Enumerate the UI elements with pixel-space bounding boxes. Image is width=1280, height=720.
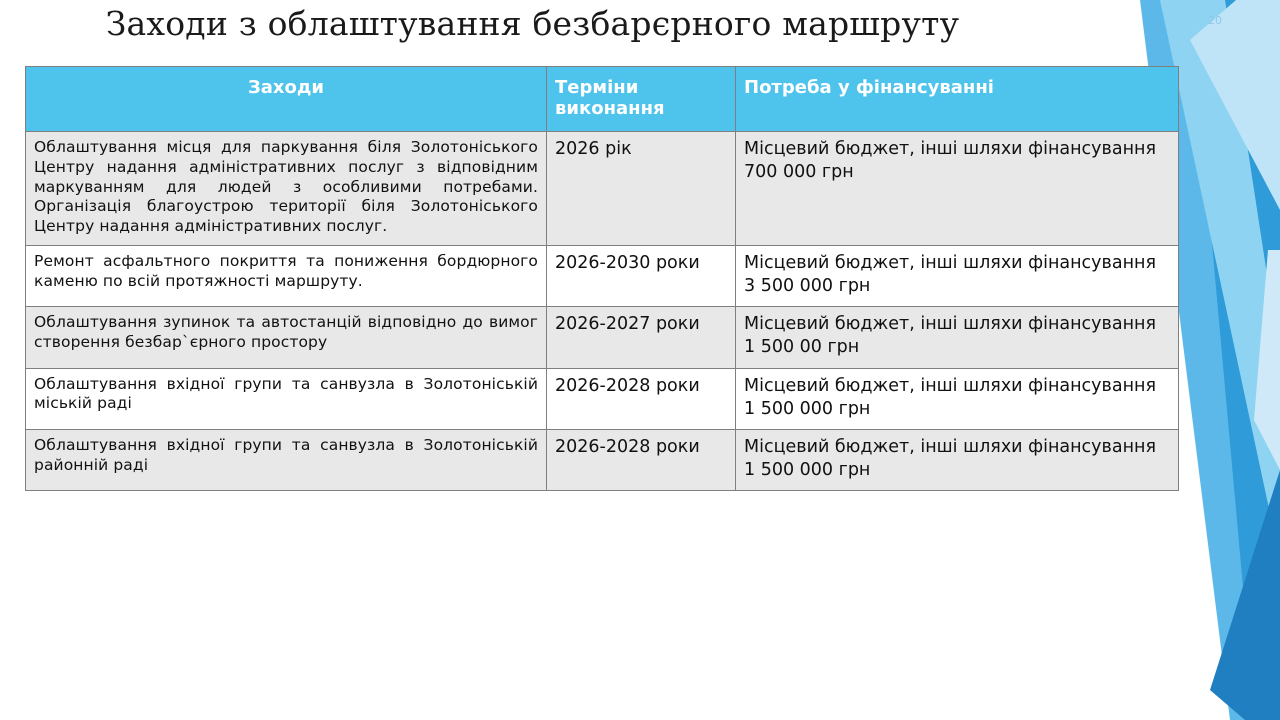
financing-amount: 3 500 000 грн [744, 276, 871, 297]
financing-source: Місцевий бюджет, інші шляхи фінансування [744, 139, 1156, 159]
cell-term: 2026-2030 роки [547, 246, 736, 307]
table-row [26, 132, 1179, 246]
cell-financing [736, 246, 1179, 307]
cell-measure: Облаштування вхідної групи та санвузла в Золотоніській міській раді [26, 368, 547, 429]
cell-financing [736, 307, 1179, 368]
column-header-measures: Заходи [26, 67, 547, 132]
table-row [26, 368, 1179, 429]
column-header-terms: Терміни виконання [547, 67, 736, 132]
cell-measure: Облаштування вхідної групи та санвузла в Золотоніській районній раді [26, 429, 547, 490]
cell-term: 2026 рік [547, 132, 736, 246]
cell-term: 2026-2027 роки [547, 307, 736, 368]
financing-source: Місцевий бюджет, інші шляхи фінансування [744, 314, 1156, 335]
slide-number: 20 [1208, 14, 1222, 27]
financing-source: Місцевий бюджет, інші шляхи фінансування [744, 253, 1156, 274]
cell-financing [736, 132, 1179, 246]
financing-amount: 1 500 000 грн [744, 398, 871, 419]
cell-term: 2026-2028 роки [547, 429, 736, 490]
cell-measure: Облаштування місця для паркування біля Золотоніського Центру надання адміністративних послуг з відповідним маркуванням для людей з особливими потребами. Організація благоустрою території біля Золотоніського Центру надання адміністративних послуг. [26, 132, 547, 246]
cell-term: 2026-2028 роки [547, 368, 736, 429]
cell-financing [736, 429, 1179, 490]
financing-amount: 1 500 000 грн [744, 459, 871, 480]
cell-measure: Облаштування зупинок та автостанцій відповідно до вимог створення безбар`єрного простору [26, 307, 547, 368]
page-title: Заходи з облаштування безбарєрного маршруту [105, 4, 960, 43]
cell-financing [736, 368, 1179, 429]
measures-table [25, 66, 1179, 491]
table-row [26, 307, 1179, 368]
cell-measure: Ремонт асфальтного покриття та пониження бордюрного каменю по всій протяжності маршруту. [26, 246, 547, 307]
table-header-row [26, 67, 1179, 132]
financing-source: Місцевий бюджет, інші шляхи фінансування [744, 436, 1156, 457]
financing-amount: 700 000 грн [744, 162, 854, 183]
table-row [26, 429, 1179, 490]
measures-table-container [25, 66, 1178, 491]
table-row [26, 246, 1179, 307]
financing-source: Місцевий бюджет, інші шляхи фінансування [744, 375, 1156, 396]
column-header-financing: Потреба у фінансуванні [736, 67, 1179, 132]
financing-amount: 1 500 00 грн [744, 337, 860, 358]
